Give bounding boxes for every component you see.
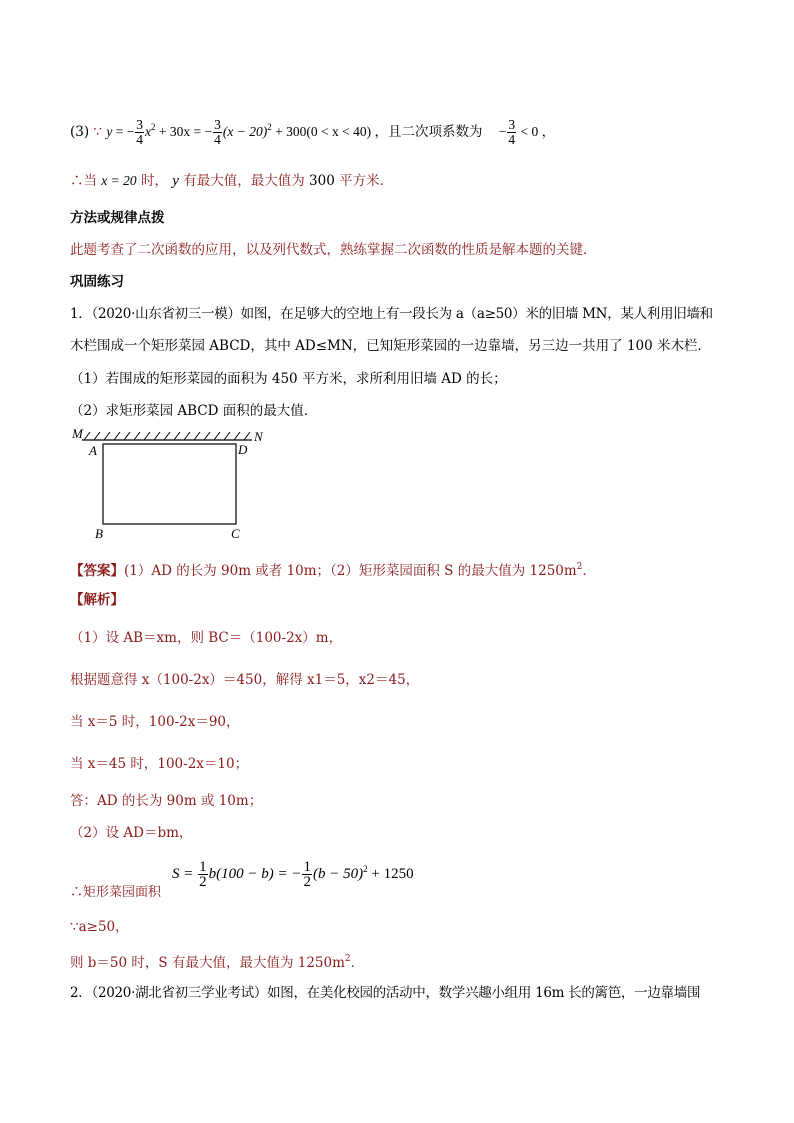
method-text: 此题考查了二次函数的应用，以及列代数式，熟练掌握二次函数的性质是解本题的关键． — [70, 242, 597, 258]
part3-text-mid: ，且二次项系数为 — [374, 124, 483, 140]
max-value: 300 — [309, 173, 335, 189]
q1-sub2: （2）求矩形菜园 ABCD 面积的最大值． — [70, 403, 318, 419]
part3-equation: y = − $\frac{3}{4}$ $x^2 + 30x$ = − $\frac{3}{4}$ $(x - 20)^2 + 300(0 < x < 40)$ — [106, 117, 372, 148]
rectangle-garden-figure — [68, 428, 278, 546]
q1-line1: 1．（2020·山东省初三一模）如图，在足够大的空地上有一段长为 a（a≥50）米的旧墙 MN，某人利用旧墙和 — [70, 306, 713, 322]
analysis-line5: 答：AD 的长为 90m 或 10m； — [70, 793, 263, 809]
y-variable: y — [172, 173, 179, 189]
q2-line1: 2．（2020·湖北省初三学业考试）如图，在美化校园的活动中，数学兴趣小组用 16m 长的篱笆，一边靠墙围 — [70, 985, 701, 1001]
garden-rectangle — [103, 444, 236, 524]
area-formula: S = $\frac{1}{2}$ b(100 − b) = − $\frac{1}{2}$ $(b - 50)^2 + 1250$ — [172, 859, 414, 891]
area-prefix: ∴矩形菜园面积 — [70, 885, 162, 900]
analysis-tag: 【解析】 — [70, 592, 124, 608]
label-A: A — [89, 443, 97, 458]
wall-hatching — [84, 432, 250, 440]
x-value: x = 20 — [101, 173, 137, 188]
label-N: N — [254, 429, 263, 444]
because-symbol: ∵ — [93, 124, 103, 140]
part3-label: (3) — [70, 124, 90, 140]
analysis-line4: 当 x＝45 时，100-2x＝10； — [70, 756, 249, 772]
conclusion-line: ∴当 x = 20 时， y 有最大值，最大值为 300 平方米． — [70, 173, 394, 189]
answer-line: 【答案】(1）AD 的长为 90m 或者 10m；（2）矩形菜园面积 S 的最大值为 $1250m^2$． — [70, 562, 596, 579]
analysis-line6: （2）设 AD＝bm， — [70, 825, 193, 841]
analysis-line1: （1）设 AB＝xm，则 BC＝（100-2x）m， — [70, 630, 343, 646]
method-heading: 方法或规律点拨 — [70, 210, 165, 226]
part3-text-end: ， — [541, 124, 556, 140]
analysis-line3: 当 x＝5 时，100-2x＝90， — [70, 714, 240, 730]
label-D: D — [238, 442, 248, 457]
label-B: B — [95, 526, 103, 541]
part3-coef: − $\frac{3}{4}$ < 0 — [498, 117, 539, 148]
part3-line — [70, 118, 555, 147]
analysis-line2: 根据题意得 x（100-2x）＝450，解得 x1＝5，x2＝45， — [70, 672, 420, 688]
label-C: C — [231, 526, 240, 541]
because-line: ∵a≥50， — [70, 919, 129, 935]
final-line: 则 b＝50 时，S 有最大值，最大值为 $1250m^2$． — [70, 954, 365, 971]
q1-line2: 木栏围成一个矩形菜园 ABCD，其中 AD≤MN，已知矩形菜园的一边靠墙，另三边一共用了 100 米木栏． — [70, 338, 712, 354]
q1-sub1: （1）若围成的矩形菜园的面积为 450 平方米，求所利用旧墙 AD 的长； — [70, 371, 507, 387]
answer-tag: 【答案】 — [70, 563, 124, 579]
label-M: M — [72, 428, 83, 441]
practice-heading: 巩固练习 — [70, 274, 124, 290]
